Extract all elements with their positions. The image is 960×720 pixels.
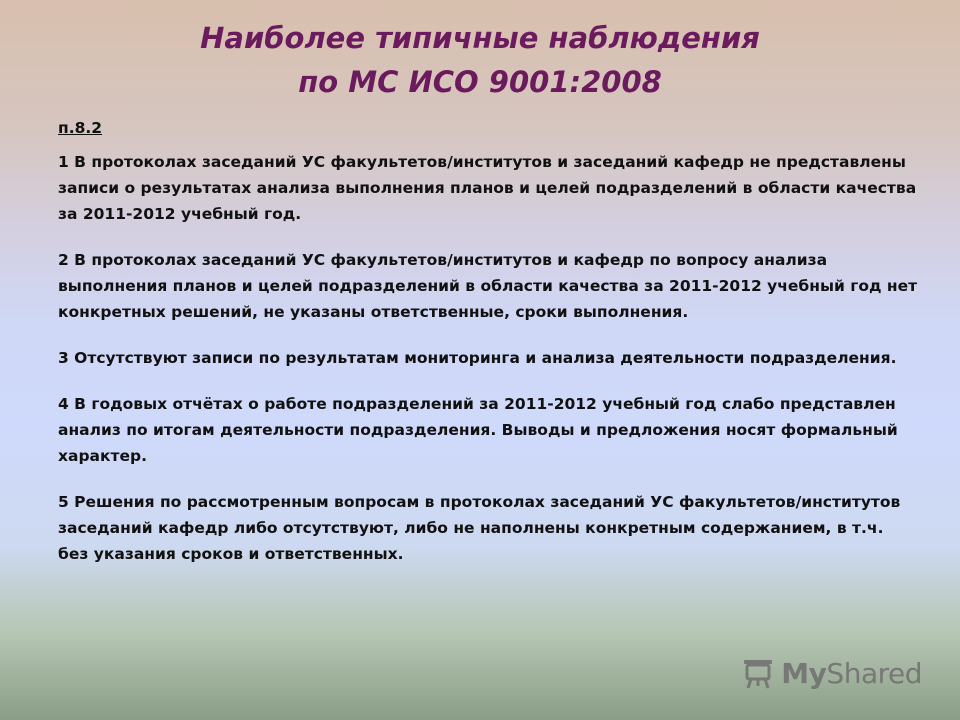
slide-title-line-1: Наиболее типичные наблюдения: [200, 21, 760, 55]
watermark-text-my: My: [781, 656, 827, 690]
section-heading: п.8.2: [58, 119, 103, 137]
observation-item-1: 1 В протоколах заседаний УС факультетов/институтов и заседаний кафедр не представлены записи о результатах анализа выполнения планов и целей подразделений в области качества за 2011-2012 учебный год.: [58, 153, 917, 223]
observation-item-2: 2 В протоколах заседаний УС факультетов/институтов и кафедр по вопросу анализа выполнения планов и целей подразделений в области качества за 2011-2012 учебный год нет конкретных решений, не указаны ответственные, сроки выполнения.: [58, 251, 918, 321]
presentation-board-icon: [741, 656, 775, 690]
watermark-text-shared: Shared: [826, 656, 922, 690]
myshared-watermark: [741, 656, 922, 690]
slide-body: [58, 115, 918, 587]
observation-item-4: 4 В годовых отчётах о работе подразделений за 2011-2012 учебный год слабо представлен анализ по итогам деятельности подразделения. Выводы и предложения носят формальный характер.: [58, 395, 898, 465]
slide-title-line-2: по МС ИСО 9001:2008: [298, 65, 662, 99]
watermark-text: [781, 657, 922, 690]
observation-item-3: 3 Отсутствуют записи по результатам мониторинга и анализа деятельности подразделения.: [58, 349, 897, 367]
slide-title: [0, 16, 960, 104]
observation-item-5: 5 Решения по рассмотренным вопросам в протоколах заседаний УС факультетов/институтов заседаний кафедр либо отсутствуют, либо не наполнены конкретным содержанием, в т.ч. без указания сроков и ответственных.: [58, 493, 901, 563]
